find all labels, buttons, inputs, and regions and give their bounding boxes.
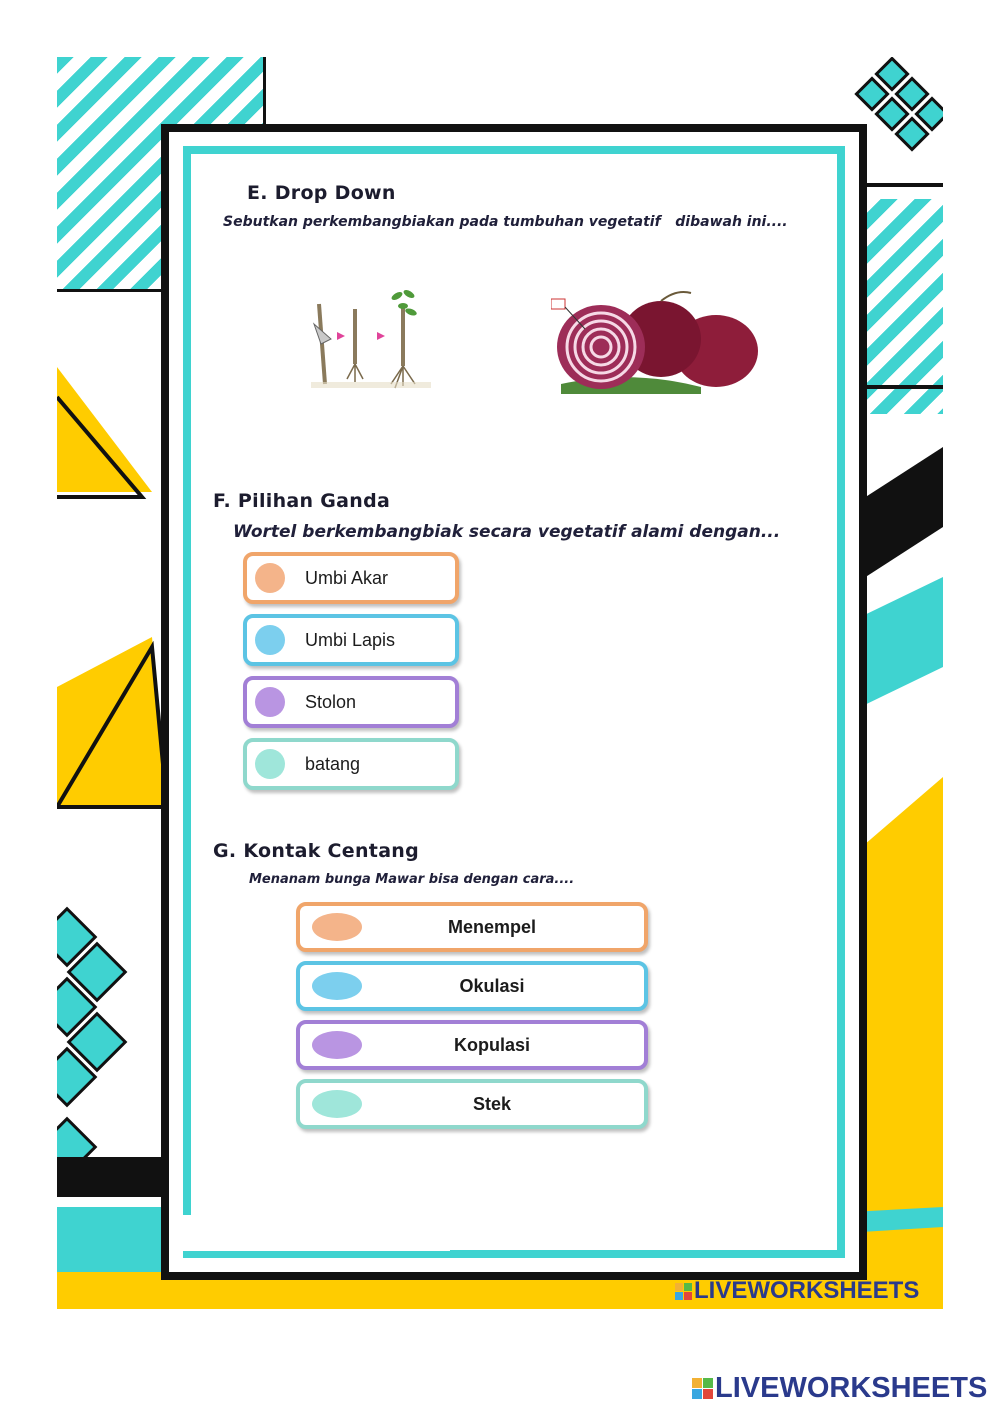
- section-f-option-4[interactable]: [243, 738, 459, 790]
- section-f-title: F. Pilihan Ganda: [213, 490, 391, 512]
- radio-circle-icon: [312, 913, 362, 941]
- section-g-option-1[interactable]: [296, 902, 648, 952]
- section-e-title: E. Drop Down: [247, 182, 396, 204]
- section-g-option-4[interactable]: [296, 1079, 648, 1129]
- section-g-question: Menanam bunga Mawar bisa dengan cara....: [249, 872, 575, 887]
- radio-circle-icon: [312, 1090, 362, 1118]
- red-onion-photo: [551, 289, 761, 394]
- section-f-option-3[interactable]: [243, 676, 459, 728]
- radio-circle-icon: [255, 687, 285, 717]
- section-g-option-label: Menempel: [447, 916, 537, 937]
- section-g-option-label: Stek: [472, 1093, 512, 1114]
- stem-cutting-illustration: [311, 284, 431, 394]
- radio-circle-icon: [255, 563, 285, 593]
- radio-circle-icon: [312, 972, 362, 1000]
- section-g-option-3[interactable]: [296, 1020, 648, 1070]
- section-f-option-label: Umbi Lapis: [305, 629, 396, 650]
- section-g-title: G. Kontak Centang: [213, 840, 420, 862]
- section-f-question: Wortel berkembangbiak secara vegetatif alami dengan...: [233, 522, 781, 542]
- section-f-option-2[interactable]: [243, 614, 459, 666]
- inner-liveworksheets-logo: [675, 1277, 919, 1305]
- section-f-option-1[interactable]: [243, 552, 459, 604]
- section-f-option-label: Stolon: [305, 691, 357, 712]
- worksheet-inner-frame: [183, 146, 845, 1258]
- radio-circle-icon: [312, 1031, 362, 1059]
- section-f-option-label: batang: [305, 753, 361, 774]
- section-f-option-label: Umbi Akar: [305, 567, 389, 588]
- left-side-shapes: [57, 357, 167, 1309]
- logo-tiles-icon: [675, 1283, 692, 1300]
- inner-logo-text: LIVEWORKSHEETS: [694, 1277, 920, 1304]
- radio-circle-icon: [255, 625, 285, 655]
- worksheet-frame: [161, 124, 867, 1280]
- radio-circle-icon: [255, 749, 285, 779]
- worksheet-page: [57, 57, 943, 1309]
- footer-logo-tiles-icon: [692, 1378, 713, 1399]
- footer-liveworksheets-logo[interactable]: [692, 1372, 987, 1405]
- section-g-option-2[interactable]: [296, 961, 648, 1011]
- section-g-option-label: Kopulasi: [453, 1034, 530, 1055]
- section-g-option-label: Okulasi: [459, 975, 525, 996]
- footer-logo-text: LIVEWORKSHEETS: [715, 1372, 988, 1404]
- bottom-white-tab: [182, 1215, 450, 1251]
- section-e-question: Sebutkan perkembangbiakan pada tumbuhan vegetatif dibawah ini....: [223, 214, 788, 230]
